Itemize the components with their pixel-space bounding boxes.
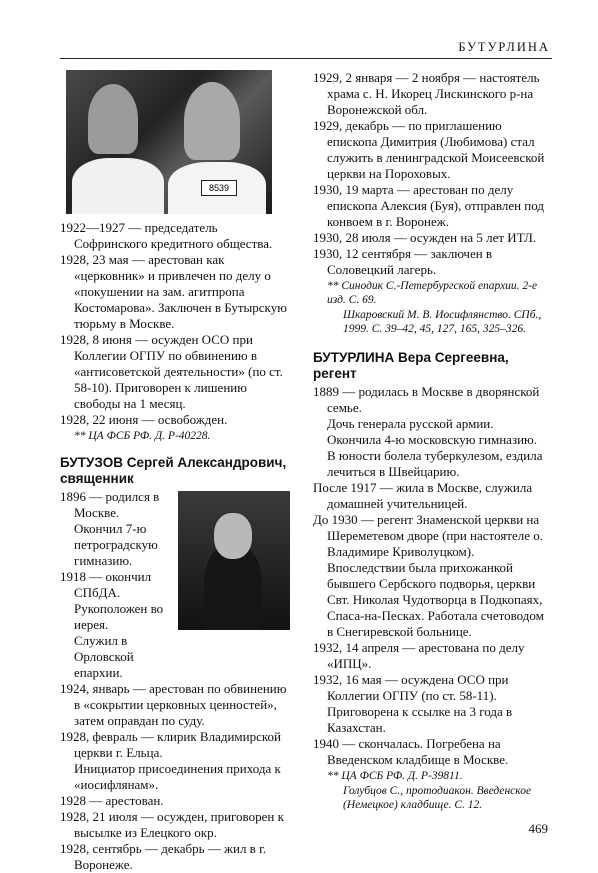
face-figure	[214, 513, 252, 559]
entry-headword-buturlina: БУТУРЛИНА Вера Сергеевна, регент	[313, 350, 509, 381]
source-citation: ** ЦА ФСБ РФ. Д. Р-39811.	[327, 770, 463, 782]
bio-entry: 1896 — родился в Москве.	[60, 489, 160, 520]
bio-entry: 1928, 21 июля — осужден, приговорен к высылке из Елецкого окр.	[60, 809, 284, 840]
bio-note: Окончил 7-ю петроградскую гимназию.	[74, 521, 158, 568]
shirt-figure	[72, 158, 164, 214]
bio-entry: 1930, 19 марта — арестован по делу епископа Алексия (Буя), отправлен под конвоем в г. Воронеж.	[313, 182, 545, 229]
bio-entry: 1930, 28 июля — осужден на 5 лет ИТЛ.	[313, 230, 537, 245]
running-title: БУТУРЛИНА	[458, 40, 550, 54]
photo-portrait-butuzov-mugshot	[66, 70, 272, 214]
bio-entry: 1929, 2 января — 2 ноября — настоятель храма с. Н. Икорец Лискинского р-на Воронежской обл.	[313, 70, 540, 117]
photo-portrait-priest	[178, 491, 290, 630]
bio-note: Впоследствии была прихожанкой бывшего Сербского подворья, церкви Свт. Николая Чудотворца в Подкопаях, Спаса-на-Песках. Работала счетоводом в Снегиревской больнице.	[327, 560, 544, 639]
page-number: 469	[528, 821, 548, 836]
bio-entry: 1922—1927 — председатель Софринского кредитного общества.	[60, 220, 273, 251]
prisoner-number-tag: 8539	[201, 180, 237, 196]
bio-entry: 1918 — окончил СПбДА. Рукоположен во иерея.	[60, 569, 164, 632]
bio-note: Инициатор присоединения прихода к «иосифлянам».	[74, 761, 281, 792]
source-citation: Голубцов С., протодиакон. Введенское (Немецкое) кладбище. С. 12.	[343, 785, 532, 811]
bio-note: В юности болела туберкулезом, ездила лечиться в Швейцарию.	[327, 448, 543, 479]
source-citation: ** Синодик С.-Петербургской епархии. 2-е изд. С. 69.	[327, 280, 538, 306]
bio-entry: 1924, январь — арестован по обвинению в «сокрытии церковных ценностей», затем оправдан по суду.	[60, 681, 287, 728]
bio-entry: 1928, февраль — клирик Владимирской церкви г. Ельца.	[60, 729, 281, 760]
bio-entry: 1928, сентябрь — декабрь — жил в г. Воронеже.	[60, 841, 267, 872]
source-citation: ** ЦА ФСБ РФ. Д. Р-40228.	[74, 430, 211, 442]
bio-entry: До 1930 — регент Знаменской церкви на Шереметевом дворе (при настоятеле о. Владимире Криволуцком).	[313, 512, 544, 559]
bio-note: Окончила 4-ю московскую гимназию.	[327, 432, 537, 447]
bio-entry: 1930, 12 сентября — заключен в Соловецкий лагерь.	[313, 246, 493, 277]
bio-entry: 1932, 16 мая — осуждена ОСО при Коллегии ОГПУ (по ст. 58-11). Приговорена к ссылке на 3 года в Казахстан.	[313, 672, 513, 735]
bio-note: Дочь генерала русской армии.	[327, 416, 494, 431]
source-citation: Шкаровский М. В. Иосифлянство. СПб., 1999. С. 39–42, 45, 127, 165, 325–326.	[343, 309, 542, 335]
profile-head-figure	[88, 84, 138, 154]
frontal-head-figure	[184, 82, 240, 160]
bio-entry: После 1917 — жила в Москве, служила домашней учительницей.	[313, 480, 533, 511]
bio-entry: 1928, 8 июня — осужден ОСО при Коллегии ОГПУ по обвинению в «антисоветской деятельности» (по ст. 58-10). Приговорен к лишению свободы на 1 месяц.	[60, 332, 283, 411]
bio-entry: 1928 — арестован.	[60, 793, 164, 808]
bio-entry: 1928, 22 июня — освобожден.	[60, 412, 228, 427]
bio-entry: 1940 — скончалась. Погребена на Введенском кладбище в Москве.	[313, 736, 509, 767]
left-column	[60, 70, 292, 873]
bio-entry: 1929, декабрь — по приглашению епископа Димитрия (Любимова) стал служить в ленинградской Моисеевской церкви на Пороховых.	[313, 118, 545, 181]
right-column	[313, 70, 550, 813]
bio-with-photo	[60, 489, 292, 681]
bio-text-block	[60, 489, 172, 681]
bio-entry: 1889 — родилась в Москве в дворянской семье.	[313, 384, 540, 415]
bio-entry: 1932, 14 апреля — арестована по делу «ИПЦ».	[313, 640, 525, 671]
running-header	[60, 28, 552, 59]
entry-headword-butuzov: БУТУЗОВ Сергей Александрович, священник	[60, 455, 287, 486]
bio-entry: 1928, 23 мая — арестован как «церковник» и привлечен по делу о «покушении на зам. агитпропа Костомарова». Заключен в Бутырскую тюрьму в Москве.	[60, 252, 287, 331]
bio-note: Служил в Орловской епархии.	[74, 633, 134, 680]
